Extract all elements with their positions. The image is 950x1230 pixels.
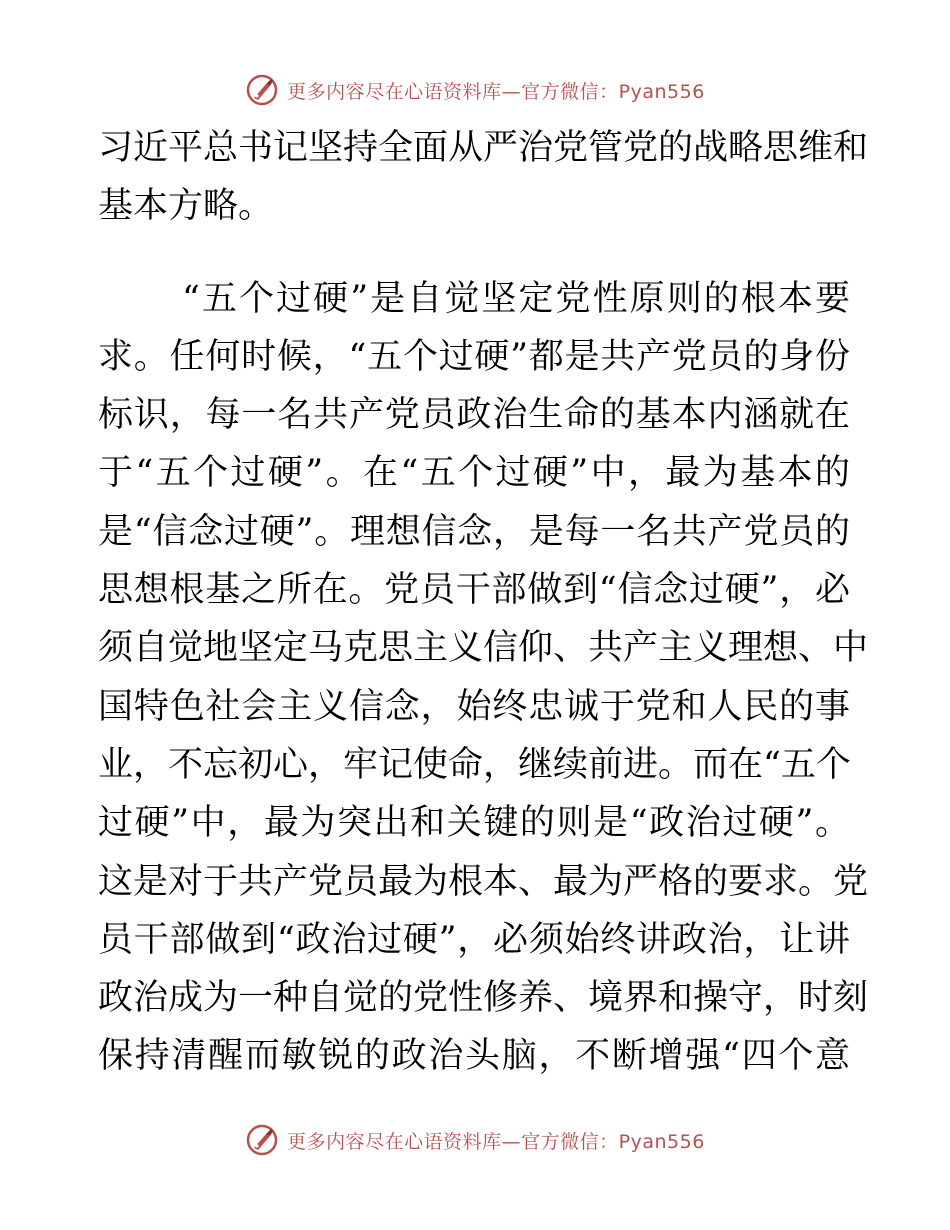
text-line: 标识，每一名共产党员政治生命的基本内涵就在 — [98, 395, 850, 436]
text-line: “五个过硬”是自觉坚定党性原则的根本要 — [182, 278, 850, 319]
text-line: 过硬”中，最为突出和关键的则是“政治过硬”。 — [98, 803, 850, 844]
text-line: 求。任何时候，“五个过硬”都是共产党员的身份 — [98, 336, 850, 377]
footer-watermark-text: 更多内容尽在心语资料库—官方微信：Pyan556 — [287, 1130, 705, 1153]
paragraph-gap — [98, 236, 850, 270]
text-line: 政治成为一种自觉的党性修养、境界和操守，时刻 — [98, 978, 869, 1019]
text-line: 员干部做到“政治过硬”，必须始终讲政治，让讲 — [98, 919, 850, 960]
pen-nib-logo-icon — [245, 73, 279, 107]
text-line: 是“信念过硬”。理想信念，是每一名共产党员的 — [98, 511, 850, 552]
header-watermark-text: 更多内容尽在心语资料库—官方微信：Pyan556 — [287, 80, 705, 103]
text-line: 业，不忘初心，牢记使命，继续前进。而在“五个 — [98, 744, 851, 785]
text-line: 这是对于共产党员最为根本、最为严格的要求。党 — [98, 861, 869, 902]
text-line: 国特色社会主义信念，始终忠诚于党和人民的事 — [98, 686, 850, 727]
text-line: 思想根基之所在。党员干部做到“信念过硬”，必 — [98, 570, 850, 611]
footer-watermark — [0, 1120, 950, 1160]
text-line: 须自觉地坚定马克思主义信仰、共产主义理想、中 — [98, 628, 869, 669]
text-line: 习近平总书记坚持全面从严治党管党的战略思维和 — [98, 128, 869, 168]
text-line: 于“五个过硬”。在“五个过硬”中，最为基本的 — [98, 453, 850, 494]
paragraph-2 — [98, 270, 869, 1086]
text-line: 基本方略。 — [98, 186, 274, 227]
paragraph-1 — [98, 119, 869, 236]
document-body — [98, 119, 869, 1086]
pen-nib-logo-icon — [245, 1123, 279, 1157]
header-watermark — [0, 70, 950, 110]
text-line: 保持清醒而敏锐的政治头脑，不断增强“四个意 — [98, 1036, 850, 1077]
